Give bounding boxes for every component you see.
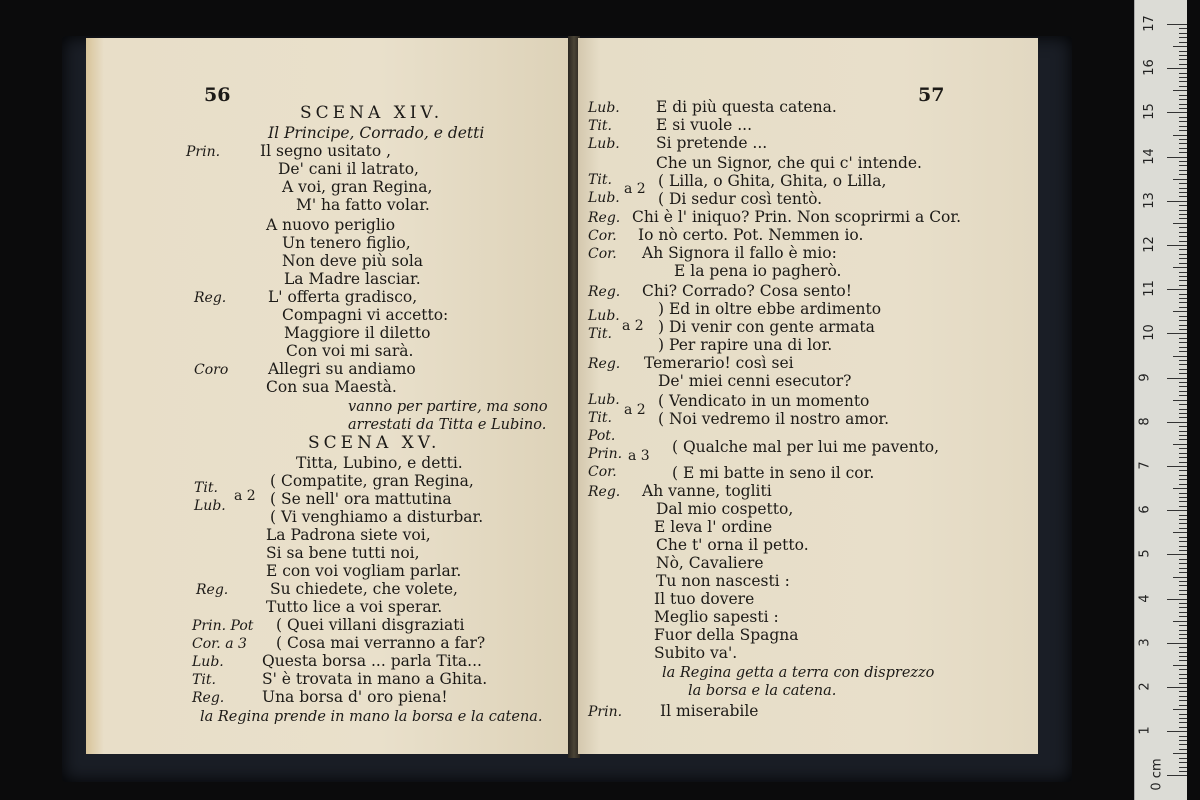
ruler-tick — [1173, 267, 1187, 268]
ensemble-mark: a 2 — [622, 318, 644, 334]
ruler-tick — [1179, 307, 1187, 308]
ruler-tick — [1173, 665, 1187, 666]
ruler-tick — [1179, 678, 1187, 679]
ruler-tick — [1179, 347, 1187, 348]
text-line: E la pena io pagherò. — [674, 262, 842, 280]
measuring-ruler — [1134, 0, 1187, 800]
text-line: Compagni vi accetto: — [282, 306, 449, 324]
page-number: 57 — [918, 84, 945, 106]
ruler-tick — [1179, 338, 1187, 339]
ruler-tick — [1179, 188, 1187, 189]
speaker: Reg. — [194, 290, 227, 306]
speaker: Reg. — [588, 356, 621, 372]
text-line: Meglio sapesti : — [654, 608, 779, 626]
speaker: Reg. — [196, 582, 229, 598]
scene-cast: Il Principe, Corrado, e detti — [268, 124, 485, 142]
text-line: ( Compatite, gran Regina, — [270, 472, 474, 490]
page-number: 56 — [204, 84, 231, 106]
ruler-number: 3 — [1137, 638, 1153, 647]
text-line: La Padrona siete voi, — [266, 526, 431, 544]
ruler-tick — [1179, 214, 1187, 215]
speaker: Lub. — [194, 498, 226, 514]
ruler-tick — [1179, 669, 1187, 670]
ruler-tick — [1179, 736, 1187, 737]
text-line: S' è trovata in mano a Ghita. — [262, 670, 488, 688]
speaker: Lub. — [192, 654, 224, 670]
ruler-tick — [1179, 33, 1187, 34]
ruler-tick — [1179, 148, 1187, 149]
speaker: Reg. — [588, 210, 621, 226]
ruler-tick — [1173, 753, 1187, 754]
speaker: Coro — [194, 362, 229, 378]
ruler-tick — [1179, 581, 1187, 582]
text-line: ) Ed in oltre ebbe ardimento — [658, 300, 882, 318]
ruler-tick — [1179, 192, 1187, 193]
text-line: Nò, Cavaliere — [656, 554, 764, 572]
ruler-tick — [1179, 439, 1187, 440]
ruler-tick — [1179, 369, 1187, 370]
ruler-number: 7 — [1137, 461, 1153, 470]
ruler-tick — [1179, 767, 1187, 768]
ruler-tick — [1179, 276, 1187, 277]
speaker: Lub. — [588, 100, 620, 116]
text-line: Si sa bene tutti noi, — [266, 544, 420, 562]
ruler-tick — [1179, 77, 1187, 78]
ruler-tick — [1179, 652, 1187, 653]
ruler-tick — [1173, 179, 1187, 180]
ruler-tick — [1173, 444, 1187, 445]
ruler-tick — [1173, 223, 1187, 224]
text-line: A nuovo periglio — [266, 216, 396, 234]
text-line: Temerario! così sei — [644, 354, 794, 372]
text-line: Tutto lice a voi sperar. — [266, 598, 443, 616]
ruler-tick — [1167, 687, 1187, 688]
ruler-tick — [1179, 42, 1187, 43]
ruler-tick — [1179, 634, 1187, 635]
text-line: Fuor della Spagna — [654, 626, 799, 644]
speaker: Lub. — [588, 190, 620, 206]
speaker: Reg. — [588, 484, 621, 500]
ruler-tick — [1179, 417, 1187, 418]
ruler-tick — [1179, 236, 1187, 237]
ruler-tick — [1179, 523, 1187, 524]
ruler-tick — [1179, 298, 1187, 299]
ruler-tick — [1179, 479, 1187, 480]
ruler-tick — [1179, 744, 1187, 745]
ruler-tick — [1167, 599, 1187, 600]
ruler-tick — [1179, 426, 1187, 427]
ruler-tick — [1179, 409, 1187, 410]
speaker: Tit. — [588, 118, 612, 134]
text-line: ( Vi venghiamo a disturbar. — [270, 508, 484, 526]
ruler-number: 4 — [1137, 593, 1153, 603]
ruler-number: 8 — [1137, 417, 1153, 426]
speaker: Tit. — [588, 326, 612, 342]
speaker: Reg. — [588, 284, 621, 300]
ruler-tick — [1179, 227, 1187, 228]
ruler-tick — [1179, 174, 1187, 175]
ruler-tick — [1167, 422, 1187, 423]
ruler-tick — [1179, 705, 1187, 706]
ruler-tick — [1179, 272, 1187, 273]
ruler-number: 6 — [1137, 505, 1153, 514]
ruler-tick — [1179, 86, 1187, 87]
ruler-tick — [1179, 342, 1187, 343]
ruler-tick — [1179, 161, 1187, 162]
ensemble-mark: a 2 — [624, 181, 646, 197]
text-line: Chi è l' iniquo? Prin. Non scoprirmi a Cor. — [632, 208, 962, 226]
text-line: ( Noi vedremo il nostro amor. — [658, 410, 890, 428]
ruler-tick — [1179, 691, 1187, 692]
ruler-tick — [1179, 170, 1187, 171]
speaker: Lub. — [588, 308, 620, 324]
scene-title: SCENA XIV. — [300, 103, 444, 123]
ruler-tick — [1179, 563, 1187, 564]
speaker: Tit. — [588, 172, 612, 188]
ruler-tick — [1179, 121, 1187, 122]
text-line: Dal mio cospetto, — [656, 500, 794, 518]
text-line: Ah Signora il fallo è mio: — [642, 244, 837, 262]
ruler-tick — [1179, 656, 1187, 657]
speaker: Lub. — [588, 392, 620, 408]
ruler-tick — [1173, 135, 1187, 136]
speaker: Lub. — [588, 136, 620, 152]
text-line: Una borsa d' oro piena! — [262, 688, 448, 706]
ruler-tick — [1167, 643, 1187, 644]
ruler-tick — [1179, 541, 1187, 542]
speaker: Cor. — [588, 228, 617, 244]
ruler-tick — [1167, 68, 1187, 69]
ruler-tick — [1179, 302, 1187, 303]
text-line: ( E mi batte in seno il cor. — [672, 464, 875, 482]
ruler-number: 15 — [1141, 103, 1157, 121]
ruler-tick — [1179, 196, 1187, 197]
ruler-number: 5 — [1137, 549, 1153, 559]
ruler-tick — [1179, 95, 1187, 96]
ruler-tick — [1179, 559, 1187, 560]
speaker: Pot. — [588, 428, 616, 444]
ruler-tick — [1179, 130, 1187, 131]
text-line: Il miserabile — [660, 702, 759, 720]
ruler-number: 9 — [1137, 372, 1153, 382]
text-line: Il segno usitato , — [260, 142, 392, 160]
ruler-tick — [1167, 245, 1187, 246]
text-line: Allegri su andiamo — [268, 360, 416, 378]
ruler-tick — [1179, 727, 1187, 728]
ensemble-mark: a 3 — [628, 448, 650, 464]
text-line: E di più questa catena. — [656, 98, 837, 116]
ruler-tick — [1179, 585, 1187, 586]
ruler-tick — [1179, 740, 1187, 741]
ruler-tick — [1179, 700, 1187, 701]
ensemble-mark: a 2 — [234, 488, 256, 504]
ruler-tick — [1173, 532, 1187, 533]
ruler-tick — [1179, 413, 1187, 414]
ruler-tick — [1179, 55, 1187, 56]
ruler-tick — [1179, 616, 1187, 617]
ruler-tick — [1179, 351, 1187, 352]
ruler-number: 14 — [1141, 147, 1157, 165]
ruler-tick — [1173, 400, 1187, 401]
ruler-number: 1 — [1137, 726, 1153, 735]
ruler-tick — [1179, 37, 1187, 38]
ruler-tick — [1179, 81, 1187, 82]
speaker: Prin. Pot — [192, 618, 254, 634]
ruler-tick — [1179, 572, 1187, 573]
text-line: ( Quei villani disgraziati — [276, 616, 465, 634]
ruler-tick — [1179, 285, 1187, 286]
ruler-tick — [1179, 612, 1187, 613]
text-line: Ah vanne, togliti — [642, 482, 772, 500]
ruler-tick — [1179, 382, 1187, 383]
ruler-tick — [1179, 232, 1187, 233]
ruler-tick — [1167, 378, 1187, 379]
ruler-tick — [1179, 493, 1187, 494]
ruler-tick — [1179, 294, 1187, 295]
left-page — [86, 38, 572, 754]
ruler-tick — [1167, 554, 1187, 555]
text-line: ( Lilla, o Ghita, Ghita, o Lilla, — [658, 172, 887, 190]
ruler-tick — [1173, 577, 1187, 578]
text-line: Chi? Corrado? Cosa sento! — [642, 282, 852, 300]
ruler-tick — [1179, 386, 1187, 387]
ruler-tick — [1179, 638, 1187, 639]
ruler-tick — [1179, 73, 1187, 74]
text-line: Con voi mi sarà. — [286, 342, 414, 360]
ruler-tick — [1179, 64, 1187, 65]
ruler-tick — [1179, 28, 1187, 29]
ruler-tick — [1167, 24, 1187, 25]
ruler-tick — [1179, 165, 1187, 166]
ruler-number: 0 cm — [1149, 758, 1165, 791]
ruler-tick — [1179, 258, 1187, 259]
ruler-tick — [1167, 289, 1187, 290]
text-line: Io nò certo. Pot. Nemmen io. — [638, 226, 864, 244]
ruler-tick — [1179, 218, 1187, 219]
ruler-tick — [1167, 775, 1187, 776]
text-line: De' miei cenni esecutor? — [658, 372, 852, 390]
ruler-tick — [1173, 709, 1187, 710]
ruler-tick — [1179, 395, 1187, 396]
ruler-tick — [1173, 90, 1187, 91]
ruler-tick — [1179, 183, 1187, 184]
ruler-number: 13 — [1141, 192, 1157, 209]
speaker: Cor. a 3 — [192, 636, 247, 652]
ruler-tick — [1179, 519, 1187, 520]
ruler-tick — [1179, 528, 1187, 529]
ruler-tick — [1179, 718, 1187, 719]
stage-direction: vanno per partire, ma sono — [348, 399, 548, 415]
ruler-tick — [1179, 263, 1187, 264]
ruler-tick — [1179, 771, 1187, 772]
speaker: Cor. — [588, 246, 617, 262]
speaker: Tit. — [588, 410, 612, 426]
ruler-number: 12 — [1141, 236, 1157, 253]
scene-title: SCENA XV. — [308, 433, 441, 453]
ruler-number: 11 — [1141, 280, 1157, 297]
ruler-tick — [1179, 325, 1187, 326]
ruler-tick — [1179, 546, 1187, 547]
ensemble-mark: a 2 — [624, 402, 646, 418]
speaker: Reg. — [192, 690, 225, 706]
ruler-tick — [1179, 550, 1187, 551]
ruler-tick — [1179, 139, 1187, 140]
ruler-tick — [1179, 607, 1187, 608]
ruler-tick — [1179, 360, 1187, 361]
stage-direction: la borsa e la catena. — [688, 683, 837, 699]
scene-cast: Titta, Lubino, e detti. — [296, 454, 463, 472]
text-line: ( Qualche mal per lui me pavento, — [672, 438, 940, 456]
ruler-tick — [1179, 457, 1187, 458]
text-line: E con voi vogliam parlar. — [266, 562, 462, 580]
ruler-tick — [1179, 210, 1187, 211]
ruler-tick — [1179, 506, 1187, 507]
ruler-tick — [1179, 104, 1187, 105]
speaker: Cor. — [588, 464, 617, 480]
ruler-tick — [1167, 112, 1187, 113]
ruler-tick — [1179, 373, 1187, 374]
ruler-tick — [1173, 488, 1187, 489]
ruler-tick — [1179, 501, 1187, 502]
text-line: E leva l' ordine — [654, 518, 773, 536]
ruler-tick — [1179, 696, 1187, 697]
ruler-tick — [1179, 475, 1187, 476]
ruler-tick — [1179, 647, 1187, 648]
ruler-tick — [1179, 470, 1187, 471]
ruler-tick — [1179, 249, 1187, 250]
ruler-tick — [1179, 749, 1187, 750]
ruler-tick — [1179, 683, 1187, 684]
ruler-tick — [1179, 594, 1187, 595]
ruler-tick — [1179, 462, 1187, 463]
ruler-tick — [1179, 126, 1187, 127]
text-line: L' offerta gradisco, — [268, 288, 418, 306]
text-line: A voi, gran Regina, — [282, 178, 433, 196]
text-line: ( Vendicato in un momento — [658, 392, 870, 410]
text-line: ( Se nell' ora mattutina — [270, 490, 452, 508]
ruler-tick — [1179, 568, 1187, 569]
ruler-tick — [1173, 311, 1187, 312]
text-line: ( Di sedur così tentò. — [658, 190, 823, 208]
stage-direction: la Regina getta a terra con disprezzo — [662, 665, 935, 681]
ruler-tick — [1179, 497, 1187, 498]
text-line: ) Per rapire una di lor. — [658, 336, 833, 354]
text-line: Il tuo dovere — [654, 590, 755, 608]
ruler-tick — [1173, 46, 1187, 47]
ruler-tick — [1173, 621, 1187, 622]
ruler-tick — [1179, 630, 1187, 631]
ruler-tick — [1179, 484, 1187, 485]
ruler-tick — [1179, 453, 1187, 454]
ruler-number: 16 — [1141, 59, 1157, 76]
ruler-tick — [1179, 660, 1187, 661]
text-line: Subito va'. — [654, 644, 738, 662]
ruler-tick — [1167, 510, 1187, 511]
text-line: Tu non nascesti : — [656, 572, 790, 590]
ruler-tick — [1167, 731, 1187, 732]
ruler-tick — [1179, 143, 1187, 144]
ruler-tick — [1179, 316, 1187, 317]
text-line: Su chiedete, che volete, — [270, 580, 458, 598]
ruler-tick — [1179, 205, 1187, 206]
ruler-tick — [1179, 152, 1187, 153]
right-page — [578, 38, 1038, 754]
text-line: La Madre lasciar. — [284, 270, 421, 288]
speaker: Tit. — [194, 480, 218, 496]
ruler-tick — [1179, 99, 1187, 100]
ruler-tick — [1179, 320, 1187, 321]
ruler-tick — [1179, 391, 1187, 392]
text-line: Che un Signor, che qui c' intende. — [656, 154, 922, 172]
text-line: Con sua Maestà. — [266, 378, 397, 396]
ruler-tick — [1167, 201, 1187, 202]
ruler-number: 10 — [1141, 324, 1157, 342]
text-line: Questa borsa ... parla Tita... — [262, 652, 482, 670]
speaker: Prin. — [186, 144, 221, 160]
ruler-tick — [1179, 59, 1187, 60]
speaker: Prin. — [588, 446, 623, 462]
ruler-number: 2 — [1137, 682, 1153, 691]
ruler-tick — [1179, 537, 1187, 538]
ruler-tick — [1179, 241, 1187, 242]
text-line: Si pretende ... — [656, 134, 768, 152]
ruler-tick — [1179, 254, 1187, 255]
ruler-tick — [1179, 722, 1187, 723]
ruler-tick — [1179, 625, 1187, 626]
ruler-tick — [1167, 466, 1187, 467]
ruler-tick — [1179, 404, 1187, 405]
ruler-tick — [1167, 157, 1187, 158]
speaker: Tit. — [192, 672, 216, 688]
text-line: M' ha fatto volar. — [296, 196, 430, 214]
text-line: ( Cosa mai verranno a far? — [276, 634, 486, 652]
ruler-tick — [1179, 603, 1187, 604]
ruler-tick — [1179, 515, 1187, 516]
stage-direction: arrestati da Titta e Lubino. — [348, 417, 547, 433]
ruler-tick — [1179, 435, 1187, 436]
text-line: Non deve più sola — [282, 252, 424, 270]
ruler-tick — [1179, 758, 1187, 759]
text-line: ) Di venir con gente armata — [658, 318, 875, 336]
ruler-tick — [1179, 280, 1187, 281]
ruler-tick — [1179, 448, 1187, 449]
ruler-tick — [1179, 590, 1187, 591]
text-line: Un tenero figlio, — [282, 234, 411, 252]
ruler-tick — [1179, 108, 1187, 109]
text-line: Che t' orna il petto. — [656, 536, 809, 554]
ruler-tick — [1179, 431, 1187, 432]
ruler-number: 17 — [1141, 15, 1157, 32]
text-line: Maggiore il diletto — [284, 324, 431, 342]
text-line: E si vuole ... — [656, 116, 752, 134]
ruler-tick — [1179, 329, 1187, 330]
ruler-tick — [1179, 117, 1187, 118]
stage-direction: la Regina prende in mano la borsa e la catena. — [200, 709, 543, 725]
speaker: Prin. — [588, 704, 623, 720]
ruler-tick — [1179, 762, 1187, 763]
ruler-tick — [1179, 364, 1187, 365]
ruler-tick — [1173, 356, 1187, 357]
ruler-tick — [1179, 51, 1187, 52]
text-line: De' cani il latrato, — [278, 160, 419, 178]
ruler-tick — [1167, 333, 1187, 334]
ruler-tick — [1179, 714, 1187, 715]
ruler-tick — [1179, 674, 1187, 675]
